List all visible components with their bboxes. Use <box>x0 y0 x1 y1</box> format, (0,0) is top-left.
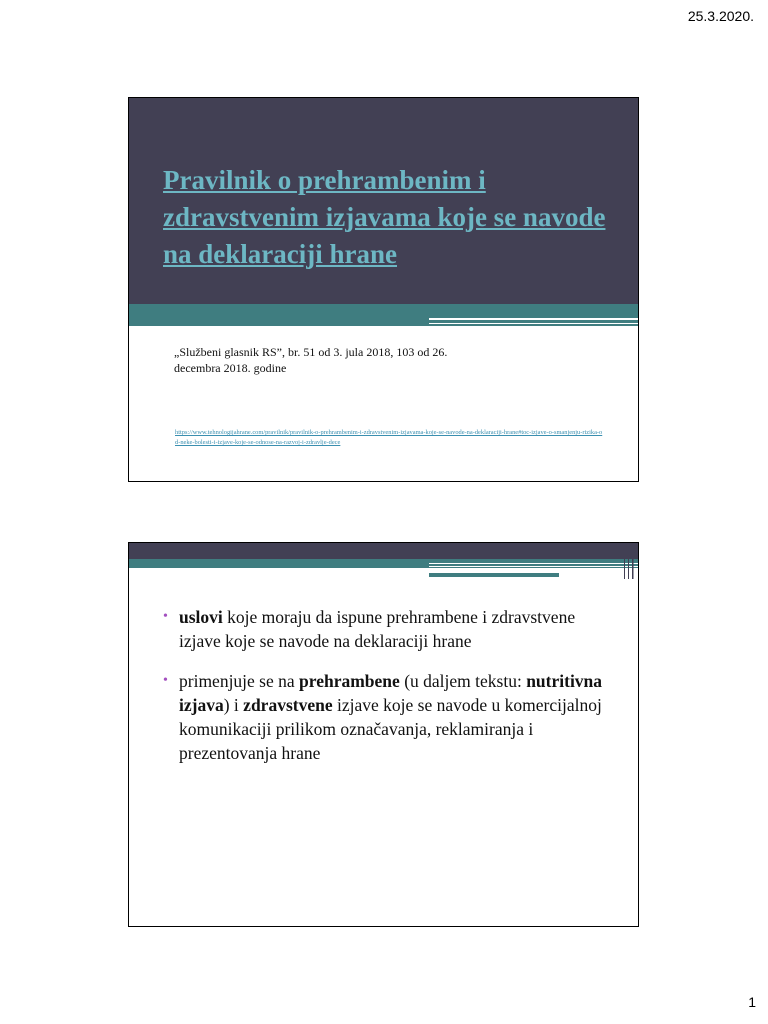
bullet-bold-text: uslovi <box>179 607 223 627</box>
top-band <box>129 543 638 559</box>
bullet-text: (u daljem tekstu: <box>399 671 527 691</box>
bullet-marker: • <box>163 609 168 624</box>
bullet-text: primenjuje se na <box>179 671 300 691</box>
slide-title[interactable]: Pravilnik o prehrambenim i zdravstvenim izjavama koje se navode na deklaraciji hrane <box>163 165 606 269</box>
decorative-lines <box>429 312 639 336</box>
bullet-bold-text: prehrambene <box>299 671 400 691</box>
slide-1 <box>128 97 639 482</box>
bullet-item <box>163 605 613 653</box>
slide-subtitle: „Službeni glasnik RS”, br. 51 od 3. jula 2018, 103 od 26. decembra 2018. godine <box>174 345 448 375</box>
bullet-bold-text: zdravstvene <box>243 695 333 715</box>
page-date: 25.3.2020. <box>687 8 754 24</box>
bullet-text: ) i <box>223 695 244 715</box>
decorative-lines <box>429 561 639 579</box>
bullet-text: koje moraju da ispune prehrambene i zdravstvene izjave koje se navode na deklaraciji hrane <box>179 607 576 651</box>
bullet-item <box>163 669 613 765</box>
page-number: 1 <box>748 994 756 1010</box>
decorative-vertical-lines <box>624 543 634 579</box>
source-link[interactable]: https://www.tehnologijahrane.com/pravilnik/pravilnik-o-prehrambenim-i-zdravstvenim-izjavama-koje-se-navode-na-deklaraciji-hrane#toc-izjave-o-smanjenju-rizika-od-neke-bolesti-i-izjave-koje-se-odnose-na-razvoj-i-zdravlje-dece <box>175 429 603 446</box>
bullet-bold-text: nutritivna izjava <box>179 671 603 715</box>
bullet-marker: • <box>163 673 168 688</box>
bullet-list <box>163 605 613 781</box>
slide-2 <box>128 542 639 927</box>
bullet-text: izjave koje se navode u komercijalnoj komunikaciji prilikom označavanja, reklamiranja i prezentovanja hrane <box>179 695 602 763</box>
